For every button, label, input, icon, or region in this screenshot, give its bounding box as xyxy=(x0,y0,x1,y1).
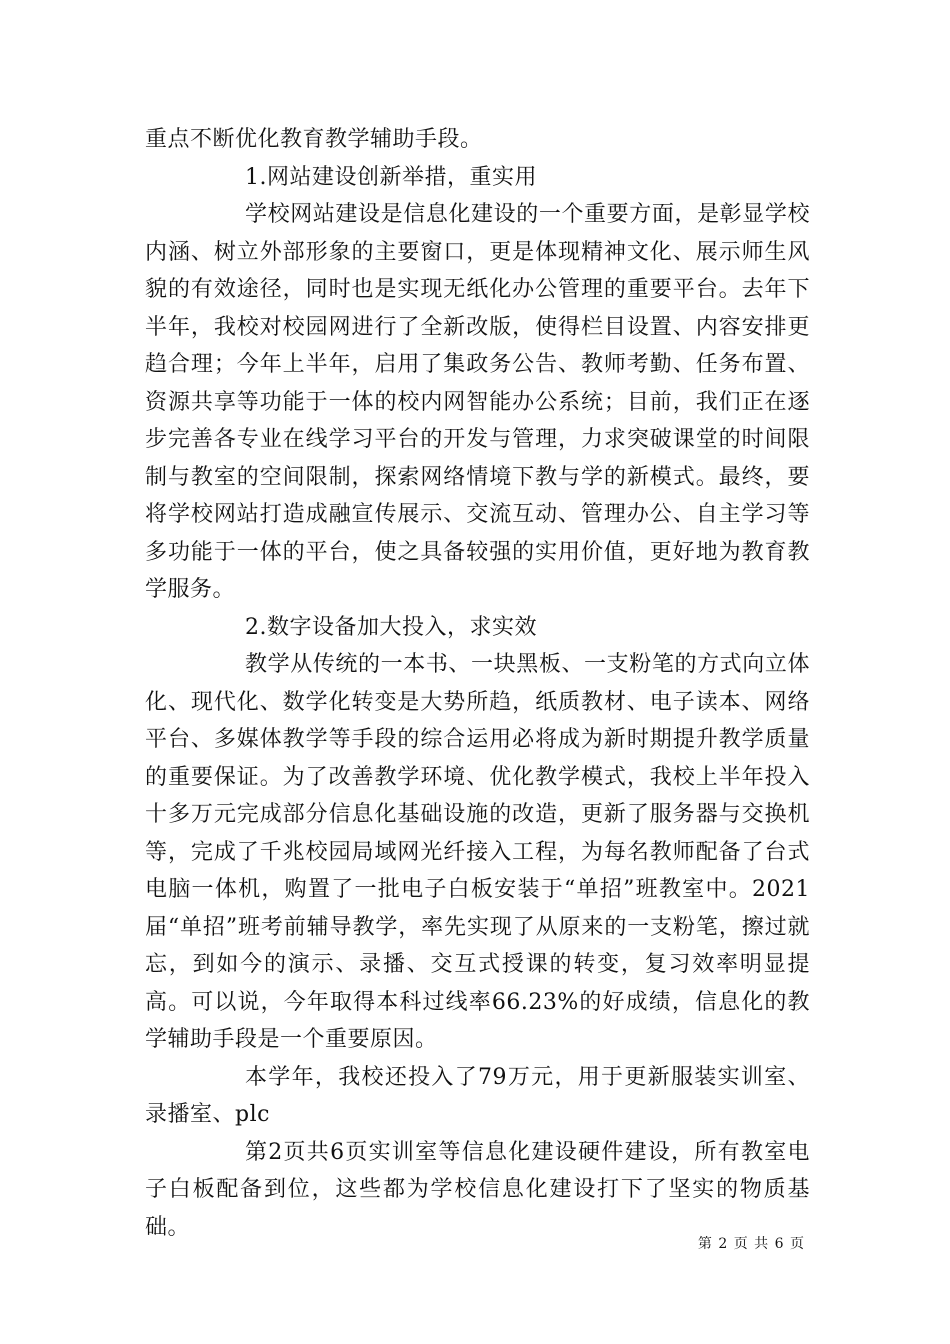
document-body xyxy=(145,121,810,1246)
section-heading-digital-equipment: 2.数字设备加大投入，求实效 xyxy=(245,614,537,640)
paragraph-hardware: 第2页共6页实训室等信息化建设硬件建设，所有教室电子白板配备到位，这些都为学校信息化建设打下了坚实的物质基础。 xyxy=(145,1139,810,1240)
section-heading-website: 1.网站建设创新举措，重实用 xyxy=(245,164,537,190)
paragraph-digital-equipment: 教学从传统的一本书、一块黑板、一支粉笔的方式向立体化、现代化、数学化转变是大势所趋，纸质教材、电子读本、网络平台、多媒体教学等手段的综合运用必将成为新时期提升教学质量的重要保证。为了改善教学环境、优化教学模式，我校上半年投入十多万元完成部分信息化基础设施的改造，更新了服务器与交换机等，完成了千兆校园局域网光纤接入工程，为每名教师配备了台式电脑一体机，购置了一批电子白板安装于“单招”班教室中。2021届“单招”班考前辅导教学，率先实现了从原来的一支粉笔，擦过就忘，到如今的演示、录播、交互式授课的转变，复习效率明显提高。可以说，今年取得本科过线率66.23%的好成绩，信息化的教学辅助手段是一个重要原因。 xyxy=(145,652,810,1052)
page-number-footer: 第 2 页 共 6 页 xyxy=(697,1236,805,1252)
paragraph-investment: 本学年，我校还投入了79万元，用于更新服装实训室、录播室、plc xyxy=(145,1064,810,1127)
paragraph-continuation: 重点不断优化教育教学辅助手段。 xyxy=(145,127,483,152)
paragraph-website: 学校网站建设是信息化建设的一个重要方面，是彰显学校内涵、树立外部形象的主要窗口，更是体现精神文化、展示师生风貌的有效途径，同时也是实现无纸化办公管理的重要平台。去年下半年，我校对校园网进行了全新改版，使得栏目设置、内容安排更趋合理；今年上半年，启用了集政务公告、教师考勤、任务布置、资源共享等功能于一体的校内网智能办公系统；目前，我们正在逐步完善各专业在线学习平台的开发与管理，力求突破课堂的时间限制与教室的空间限制，探索网络情境下教与学的新模式。最终，要将学校网站打造成融宣传展示、交流互动、管理办公、自主学习等多功能于一体的平台，使之具备较强的实用价值，更好地为教育教学服务。 xyxy=(145,202,810,602)
